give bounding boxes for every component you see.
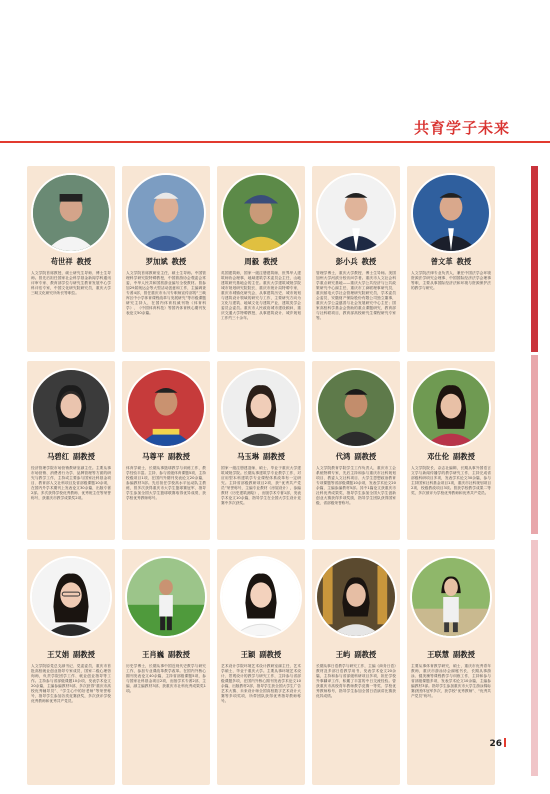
faculty-card xyxy=(122,361,210,540)
portrait-photo xyxy=(31,173,111,253)
faculty-name: 苟世祥 教授 xyxy=(50,257,92,266)
faculty-card xyxy=(217,549,305,785)
side-bar-dark xyxy=(531,166,538,352)
faculty-card xyxy=(122,166,210,352)
portrait-photo xyxy=(31,368,111,448)
faculty-bio: 经济管理学院市场营销教研室副主任。主要从事市场营销、消费者行为学、品牌管理等方面的研究与教学工作，主持或主要参与国家社科基金项目、教育部人文社科项目及省部级课题10余项，在国内外学术期刊上发表论文30余篇，出版专著2部。多次获得学校优秀教师、优秀班主任等荣誉称号，获重庆市教学成果奖2项。 xyxy=(31,466,111,500)
faculty-bio: 人文学院首席教授，硕士研究生导师、博士生导师。曾先后担任国家社会科学基金新闻学科通讯评审专家、教育部学位与研究生教育发展中心学科评估专家，中国文化研究院研究员，重庆大学三峡文化研究所所长等职位。 xyxy=(31,271,111,295)
faculty-bio: 人文学院院长，杂志社编辑，长期从事外国语言文学与新闻传播学的教学研究工作，主持完成省部级科研项目多项，发表学术论文30余篇，参与主持国家社科基金项目1项，重庆市社科规划项目2项，校级教改项目3项。曾获学校教学成果二等奖，多次被评为学校优秀教师和优秀共产党员。 xyxy=(411,466,491,495)
faculty-name: 马碧红 副教授 xyxy=(47,452,95,461)
faculty-name: 王屿 副教授 xyxy=(335,650,377,659)
portrait-photo xyxy=(126,173,206,253)
page-number: 26 xyxy=(489,738,506,749)
faculty-name: 彭小兵 教授 xyxy=(335,257,377,266)
faculty-name: 罗加斌 教授 xyxy=(145,257,187,266)
faculty-row xyxy=(27,166,495,352)
faculty-bio: 人文学院原党总支副书记、党委委员，重庆市首批高校就业创业指导专家成员，国家二级心理咨询师，负责学院团学工作、就业创业指导等工作。主持参与省部级课题10余项，发表学术论文20余篇，主编参编教材5部，多次获得“重庆市高校优秀辅导员”、“学生心中的好老师”等荣誉称号，指导学生参加各类竞赛获奖，多次获评学校优秀教师和优秀共产党员。 xyxy=(31,664,111,703)
portrait-photo xyxy=(125,556,207,638)
faculty-name: 王艾娟 副教授 xyxy=(47,650,95,659)
faculty-row xyxy=(27,361,495,540)
faculty-bio: 人文学院法律专业负责人，兼任中国法学会环境资源法学研究会理事、中国国际经济法学会理事等职，主要从事国际经济法和环境与资源保护法的教学与研究。 xyxy=(411,271,491,290)
portrait-photo xyxy=(126,368,206,448)
faculty-card xyxy=(27,166,115,352)
faculty-name: 王肖巍 副教授 xyxy=(142,650,190,659)
faculty-bio: 艺术设计学院环境艺术设计教研室副主任，艺术学硕士，毕业于重庆大学。主要从事环境艺术设计、景观设计的教学与研究工作，主持参与省部级课题多项，在国内外核心期刊发表学术论文10余篇，出版教材2部，指导学生获全国大学生广告艺术大赛、未来设计师全国高校数字艺术设计大赛等多项奖项，所带团队获得优秀指导教师称号。 xyxy=(221,664,301,703)
faculty-card xyxy=(312,549,400,785)
faculty-bio: 人文学院首席教研室主任，硕士生导师。中国管理科学研究院特聘教授，中国旅游协会观委会常委，中华人民共和国旅游业编写全校教材。曾参加29届奥运会等大型活动创意和工作，主编调查专著4部，曾任重庆市永川专职师宣传部的“三峡库区中小学体育课程改革与发展研究”等市级课题研究主持人，在国内体育权威刊物《体育科学》、《中国体育科技》等国内体育核心期刊发表论文50余篇。 xyxy=(126,271,206,315)
portrait-photo xyxy=(316,368,396,448)
title-divider xyxy=(0,141,550,143)
faculty-name: 周毅 教授 xyxy=(244,257,278,266)
portrait-photo xyxy=(410,556,492,638)
faculty-name: 马玉琳 副教授 xyxy=(237,452,285,461)
faculty-card xyxy=(27,361,115,540)
portrait-photo xyxy=(220,556,302,638)
faculty-name: 曾文革 教授 xyxy=(430,257,472,266)
faculty-card xyxy=(217,166,305,352)
faculty-card xyxy=(312,361,400,540)
portrait-photo xyxy=(221,368,301,448)
faculty-card xyxy=(312,166,400,352)
faculty-bio: 主要从事体育教学研究，硕士，重庆市优秀青年教师，重庆市游泳协会副秘书长，长期从事游泳、健美操等课程教学与训练工作，主持和参与省部级课题多项，发表学术论文10余篇，主编参编教材3部。指导学生参加重庆市大学生游泳锦标赛获团体冠军多次，获学校“优秀教师”、“优秀共产党员”称号。 xyxy=(411,664,491,698)
faculty-card xyxy=(217,361,305,540)
portrait-photo xyxy=(411,173,491,253)
faculty-name: 代鸿 副教授 xyxy=(335,452,377,461)
faculty-name: 王颖 副教授 xyxy=(240,650,282,659)
faculty-name: 王联慧 副教授 xyxy=(427,650,475,659)
portrait-photo xyxy=(316,173,396,253)
faculty-card xyxy=(407,549,495,785)
portrait-photo xyxy=(30,556,112,638)
faculty-grid xyxy=(27,166,495,794)
faculty-bio: 人文学院教育学院学生工作负责人，重庆市工会系统特聘专家，先后主持和参与重庆市社科规划项目、教委人文社科项目、大学生思想政治教育专项课题等省部级课题10余项，发表学术论文20余篇，主编参编教材5部。其中1篇论文获重庆市社科优秀成果奖，指导学生参加全国大学生创新创业大赛获得多项奖励，指导学生团队获得国家级、省部级荣誉称号。 xyxy=(316,466,396,505)
faculty-bio: 体育学硕士，长期从事篮球教学与训练工作，教学经验丰富。主持、参与省级体育课题5项，主持校级项目1项，在国内外期刊发表论文20余篇，参编教材3部。先后担任学校高水平运动队主教练，曾多次获得重庆市大学生篮球赛冠军，指导学生参加全国大学生篮球联赛取得优异成绩，获学校优秀教师称号。 xyxy=(126,466,206,500)
portrait-photo xyxy=(221,173,301,253)
portrait-photo xyxy=(411,368,491,448)
faculty-card xyxy=(27,549,115,785)
faculty-bio: 英国建筑师，国家一级注册建筑师，世界华人建筑师协会理事，地域建筑学术委员会主任，山地建筑研究基地会的主任。重庆大学建筑城规学院城市规划研究院院长，重庆市统计局特聘专家，重庆市城镇化研究会，从事建筑历史、城市规划与建筑设计领域的研究与工作，主要研究方向为文化与建筑、地域文化与建筑产业，建筑类学会委员会委员。重庆市人民政府城市建设顾问，重庆交通大学特聘教授，从事建筑设计、城乡规划工作约三十余年。 xyxy=(221,271,301,320)
faculty-bio: 历史学博士，长期从事中国近现代史教学与研究工作，参加专业课改革教学改革。在国内外核心期刊发表论文40余篇，主持省部级课题5项，参与国家社科基金项目2项，出版学术专著2部，主编、副主编教材3部，获重庆市社科优秀成果奖1项。 xyxy=(126,664,206,693)
faculty-bio: 管理学博士，重庆大学教授、博士生导师。美国加州大学河滨分校访问学者。重庆市人文社会科学重点研究基地——重庆大学公共经济与公共政策研究中心副主任，重庆市工商联理事研究员，重庆邮电大学社会管理研究院研究员，学术委员会委员，安徽财产保险股份有限公司独立董事，重庆大学公益慈善与社会发展研究中心主任；国家高校科学基金会资助的重点课题研究，教育部与社科联项目，教育部高校研究生课程研究专家等。 xyxy=(316,271,396,320)
portrait-photo xyxy=(315,556,397,638)
side-bar-light-1 xyxy=(531,355,538,534)
faculty-card xyxy=(122,549,210,785)
faculty-name: 马尊平 副教授 xyxy=(142,452,190,461)
faculty-card xyxy=(407,166,495,352)
faculty-card xyxy=(407,361,495,540)
side-bar-light-2 xyxy=(531,540,538,776)
faculty-row xyxy=(27,549,495,785)
faculty-bio: 国家一级注册建造师，硕士，毕业于重庆大学建筑城规学院。长期从事建筑学专业教学工作，对应用型本科建筑学专业课程体系改革有一定研究。主持省部级教研项目2项，获“优秀共产党员”荣誉称号，主编专业教材《房屋设计》，参编教材《历史建筑测绘》，出版学术专著1部，发表学术论文10余篇，指导学生在全国大学生设计竞赛中多次获奖。 xyxy=(221,466,301,505)
page-number-accent xyxy=(504,738,506,747)
faculty-name: 邓仕伦 副教授 xyxy=(427,452,475,461)
page-title: 共育学子未来 xyxy=(413,119,510,137)
faculty-bio: 长期从事日语教学与研究工作，主编《商务日语》教材及多部日语教学用书，发表学术论文20余篇，主持和参与省部级科研项目多项，担任学校外事翻译工作，积累了丰富的中日交流经验。曾获重庆市高校青年教师教学竞赛一等奖、学校优秀教师称号，指导学生参加全国日语演讲比赛获优异成绩。 xyxy=(316,664,396,698)
